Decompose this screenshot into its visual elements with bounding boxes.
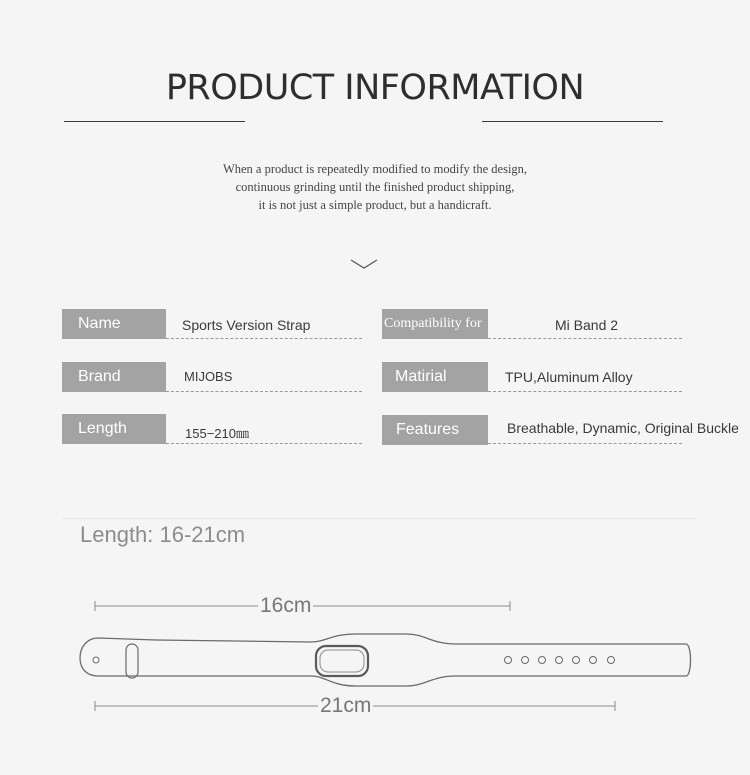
page-title: PRODUCT INFORMATION [165,68,585,108]
spec-divider [488,391,682,392]
spec-label-material: Matirial [382,362,488,392]
spec-divider [166,443,362,444]
spec-divider [166,338,362,339]
title-rule-right [482,121,663,122]
measure-label-21cm: 21cm [320,694,372,717]
section-divider [62,518,697,519]
intro-line-3: it is not just a simple product, but a handicraft. [258,198,492,212]
spec-label-name: Name [62,309,166,339]
spec-divider [488,443,682,444]
spec-label-brand: Brand [62,362,166,392]
spec-value-brand: MIJOBS [184,369,233,384]
measure-label-16cm: 16cm [260,594,312,617]
chevron-down-icon [350,258,378,270]
strap-outline-icon [76,630,696,690]
spec-value-compatibility: Mi Band 2 [555,317,619,333]
spec-value-features: Breathable, Dynamic, Original Buckle [507,420,739,436]
intro-text [0,160,750,214]
spec-divider [488,338,682,339]
intro-line-2: continuous grinding until the finished product shipping, [235,180,515,194]
length-heading: Length: 16-21cm [80,522,246,547]
spec-label-features: Features [382,415,488,445]
title-rule-left [64,121,245,122]
spec-label-compatibility: Compatibility for [382,309,488,339]
intro-line-1: When a product is repeatedly modified to modify the design, [222,162,528,176]
spec-divider [166,391,362,392]
spec-value-length: 155−210㎜ [185,426,249,441]
spec-value-material: TPU,Aluminum Alloy [505,369,633,385]
spec-label-length: Length [62,414,166,444]
spec-value-name: Sports Version Strap [182,317,311,333]
